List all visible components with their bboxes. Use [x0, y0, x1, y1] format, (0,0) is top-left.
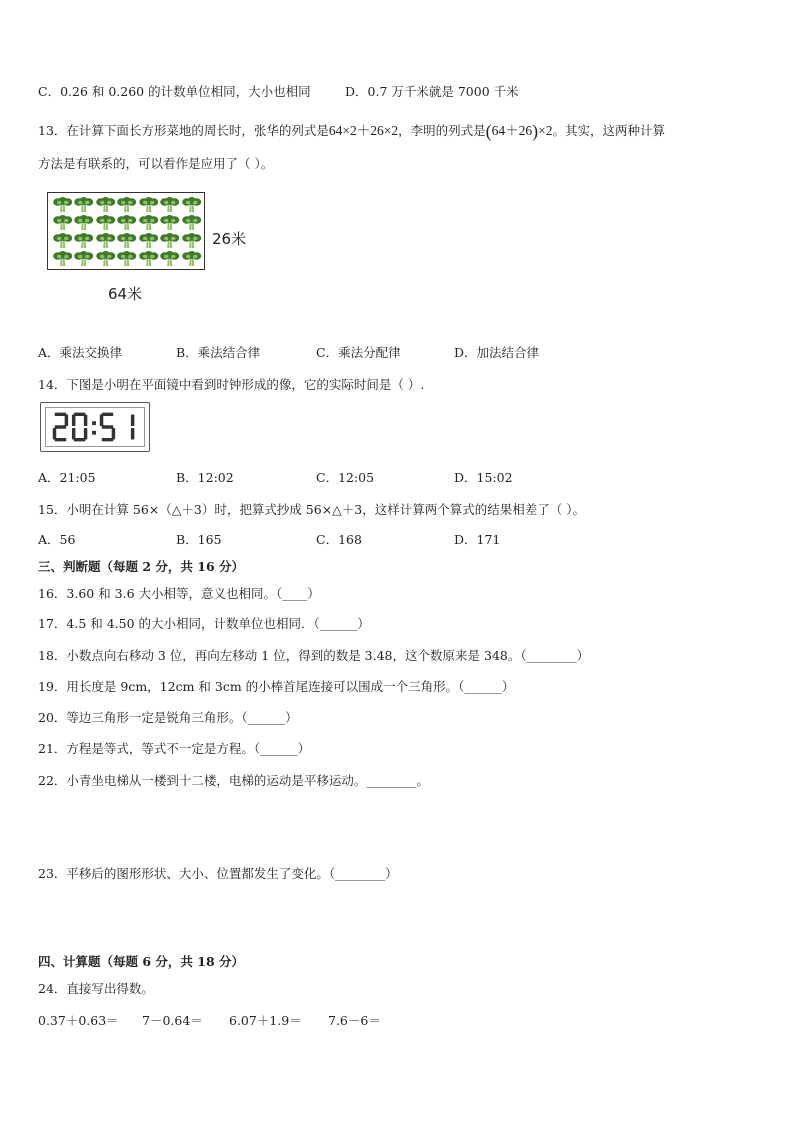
mirror-clock-figure — [40, 402, 150, 452]
q24-stem: 24．直接写出得数。 — [38, 981, 154, 996]
q12-option-c: C．0.26 和 0.260 的计数单位相同，大小也相同 — [38, 84, 311, 99]
vegetable-plant — [181, 214, 202, 232]
q13-stem-line2: 方法是有联系的，可以看作是应用了（ ）。 — [38, 156, 274, 171]
vegetable-plant — [73, 196, 94, 214]
clock-digit — [53, 413, 68, 442]
q13-option-d: D．加法结合律 — [454, 345, 540, 360]
vegetable-plant — [52, 196, 73, 214]
vegetable-plant — [116, 214, 137, 232]
q24-item-4: 7.6－6＝ — [328, 1013, 381, 1028]
q13-option-a: A．乘法交换律 — [38, 345, 123, 360]
vegetable-plant — [181, 196, 202, 214]
q15-option-b: B．165 — [176, 532, 222, 547]
vegetable-plant — [73, 214, 94, 232]
q13-expression-2: (64＋26)×2 — [485, 121, 553, 141]
vegetable-plant — [181, 250, 202, 268]
vegetable-plant — [159, 250, 180, 268]
q12-option-d: D．0.7 万千米就是 7000 千米 — [345, 84, 519, 99]
q14-option-a: A．21:05 — [38, 470, 96, 485]
section-3-heading: 三、判断题（每题 2 分，共 16 分） — [38, 559, 245, 574]
vegetable-plant — [159, 232, 180, 250]
q15-option-a: A．56 — [38, 532, 76, 547]
vegetable-field-figure — [47, 192, 205, 270]
q13-expression-2-inner: 64＋26 — [491, 123, 533, 138]
q13-stem-line1 — [38, 119, 665, 142]
vegetable-grid — [52, 196, 202, 268]
section-4-heading: 四、计算题（每题 6 分，共 18 分） — [38, 954, 245, 969]
q20-item: 20．等边三角形一定是锐角三角形。（______） — [38, 710, 298, 725]
vegetable-plant — [138, 196, 159, 214]
vegetable-plant — [95, 196, 116, 214]
vegetable-plant — [159, 196, 180, 214]
q13-expression-1: 64×2＋26×2 — [328, 123, 399, 138]
q15-option-c: C．168 — [316, 532, 362, 547]
vegetable-plant — [138, 250, 159, 268]
vegetable-plant — [181, 232, 202, 250]
q24-item-3: 6.07＋1.9＝ — [229, 1013, 302, 1028]
q16-item: 16．3.60 和 3.6 大小相等，意义也相同。（____） — [38, 586, 320, 601]
q18-item: 18．小数点向右移动 3 位，再向左移动 1 位，得到的数是 3.48，这个数原来是 348。（________） — [38, 648, 590, 663]
clock-digit — [100, 413, 115, 442]
vegetable-plant — [116, 196, 137, 214]
q14-option-b: B．12:02 — [176, 470, 234, 485]
clock-digits — [41, 403, 149, 451]
vegetable-plant — [95, 214, 116, 232]
q14-option-d: D．15:02 — [454, 470, 513, 485]
vegetable-plant — [95, 232, 116, 250]
q24-item-1: 0.37＋0.63＝ — [38, 1013, 119, 1028]
vegetable-plant — [116, 250, 137, 268]
q14-option-c: C．12:05 — [316, 470, 375, 485]
q13-expression-2-tail: ×2 — [538, 123, 553, 138]
q23-item: 23．平移后的图形形状、大小、位置都发生了变化。（________） — [38, 866, 398, 881]
vegetable-plant — [52, 232, 73, 250]
field-length-label: 64米 — [108, 285, 143, 303]
vegetable-plant — [138, 232, 159, 250]
vegetable-plant — [95, 250, 116, 268]
vegetable-plant — [73, 250, 94, 268]
q13-suffix: 。其实，这两种计算 — [552, 123, 666, 138]
vegetable-plant — [52, 250, 73, 268]
vegetable-plant — [52, 214, 73, 232]
q21-item: 21．方程是等式，等式不一定是方程。（______） — [38, 741, 311, 756]
q17-item: 17．4.5 和 4.50 的大小相同，计数单位也相同．（______） — [38, 616, 370, 631]
clock-digit — [131, 415, 134, 440]
field-width-label: 26米 — [212, 230, 247, 248]
q13-option-b: B．乘法结合律 — [176, 345, 261, 360]
q14-stem: 14．下图是小明在平面镜中看到时钟形成的像，它的实际时间是（ ）. — [38, 377, 425, 392]
vegetable-plant — [159, 214, 180, 232]
q13-mid: ，李明的列式是 — [398, 123, 486, 138]
q24-item-2: 7－0.64＝ — [142, 1013, 203, 1028]
q22-item: 22．小青坐电梯从一楼到十二楼，电梯的运动是平移运动。________。 — [38, 773, 429, 788]
clock-digit — [72, 413, 87, 442]
vegetable-plant — [73, 232, 94, 250]
q13-prefix: 13．在计算下面长方形菜地的周长时，张华的列式是 — [38, 123, 329, 138]
vegetable-plant — [138, 214, 159, 232]
q15-stem: 15．小明在计算 56×（△＋3）时，把算式抄成 56×△＋3，这样计算两个算式的结果相差了（ ）。 — [38, 502, 585, 517]
q15-option-d: D．171 — [454, 532, 501, 547]
q19-item: 19．用长度是 9cm，12cm 和 3cm 的小棒首尾连接可以围成一个三角形。（______） — [38, 679, 515, 694]
q13-option-c: C．乘法分配律 — [316, 345, 401, 360]
vegetable-plant — [116, 232, 137, 250]
